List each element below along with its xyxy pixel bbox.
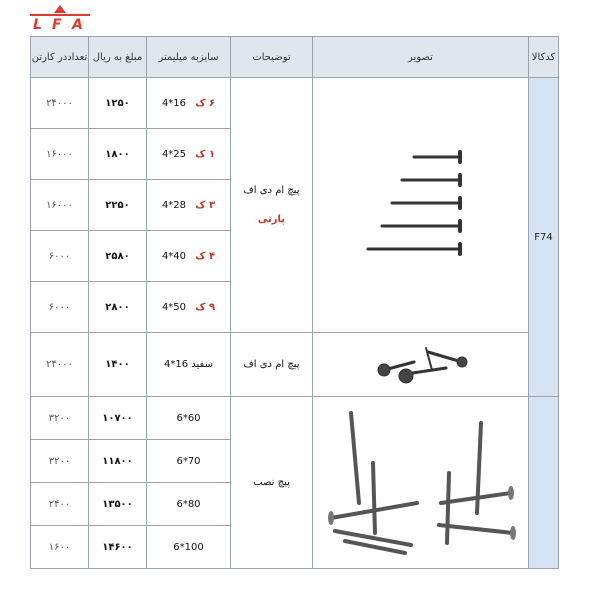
price-cell: ۱۴۰۰ (89, 333, 147, 397)
mounting-screws-image (313, 397, 529, 569)
white-screws-image-icon (366, 340, 476, 390)
white-screws-image (313, 333, 529, 397)
package-label: ۳ ک (195, 199, 216, 211)
quantity-cell: ۳۲۰۰ (31, 397, 89, 440)
size-cell (147, 333, 231, 397)
price-cell: ۱۲۵۰ (89, 78, 147, 129)
quantity-cell: ۳۲۰۰ (31, 440, 89, 483)
size-value: 6*60 (176, 412, 201, 424)
package-label: ۶ ک (195, 97, 216, 109)
quantity-cell: ۱۶۰۰ (31, 526, 89, 569)
color-note: سفید (191, 359, 213, 370)
header-image: تصویر (313, 37, 529, 78)
price-cell: ۱۰۷۰۰ (89, 397, 147, 440)
svg-text:A: A (72, 17, 83, 30)
mdf-screws-image-icon (356, 145, 486, 265)
size-value: 4*16 (161, 97, 187, 109)
quantity-cell: ۲۴۰۰ (31, 483, 89, 526)
size-cell (147, 397, 231, 440)
size-value: 4*28 (161, 199, 187, 211)
table-header-row (31, 37, 559, 78)
header-quantity: تعداددر کارتن (31, 37, 89, 78)
size-cell (147, 440, 231, 483)
size-value: 4*16 (164, 359, 189, 370)
size-cell (147, 231, 231, 282)
mounting-screws-image-icon (321, 403, 521, 563)
description-main: پیچ ام دی اف (243, 185, 300, 196)
header-code: کدکالا (529, 37, 559, 78)
product-code: F74 (529, 78, 559, 397)
lfa-logo-icon (30, 4, 90, 30)
price-table (30, 36, 559, 569)
header-price: مبلغ به ریال (89, 37, 147, 78)
size-cell (147, 180, 231, 231)
quantity-cell: ۶۰۰۰ (31, 231, 89, 282)
quantity-cell: ۶۰۰۰ (31, 282, 89, 333)
svg-text:F: F (52, 17, 62, 30)
size-value: 6*70 (176, 455, 201, 467)
quantity-cell: ۱۶۰۰۰ (31, 180, 89, 231)
size-value: 6*100 (173, 541, 204, 553)
price-cell: ۱۴۶۰۰ (89, 526, 147, 569)
price-cell: ۱۱۸۰۰ (89, 440, 147, 483)
price-cell: ۲۲۵۰ (89, 180, 147, 231)
size-value: 4*50 (161, 301, 187, 313)
group-description (231, 397, 313, 569)
package-label: ۹ ک (195, 301, 216, 313)
price-cell: ۱۳۵۰۰ (89, 483, 147, 526)
description-main: پیچ ام دی اف (243, 359, 300, 370)
package-label: ۴ ک (195, 250, 216, 262)
size-value: 4*40 (161, 250, 187, 262)
price-cell: ۱۸۰۰ (89, 129, 147, 180)
header-description: توضیحات (231, 37, 313, 78)
size-cell (147, 129, 231, 180)
svg-text:L: L (33, 17, 42, 30)
size-cell (147, 78, 231, 129)
size-value: 6*80 (176, 498, 201, 510)
quantity-cell: ۱۶۰۰۰ (31, 129, 89, 180)
group-description (231, 333, 313, 397)
size-cell (147, 526, 231, 569)
group-description (231, 78, 313, 333)
table-row (31, 78, 559, 129)
size-value: 4*25 (161, 148, 187, 160)
quantity-cell: ۲۴۰۰۰ (31, 333, 89, 397)
description-main: پیچ نصب (253, 477, 290, 488)
mdf-screws-image (313, 78, 529, 333)
size-cell (147, 282, 231, 333)
quantity-cell: ۲۴۰۰۰ (31, 78, 89, 129)
price-cell: ۲۸۰۰ (89, 282, 147, 333)
description-sub: پارتی (257, 214, 286, 225)
table-row (31, 397, 559, 440)
package-label: ۱ ک (195, 148, 216, 160)
product-code-empty (529, 397, 559, 569)
price-cell: ۲۵۸۰ (89, 231, 147, 282)
table-row (31, 333, 559, 397)
size-cell (147, 483, 231, 526)
header-size: سایزبه میلیمتر (147, 37, 231, 78)
